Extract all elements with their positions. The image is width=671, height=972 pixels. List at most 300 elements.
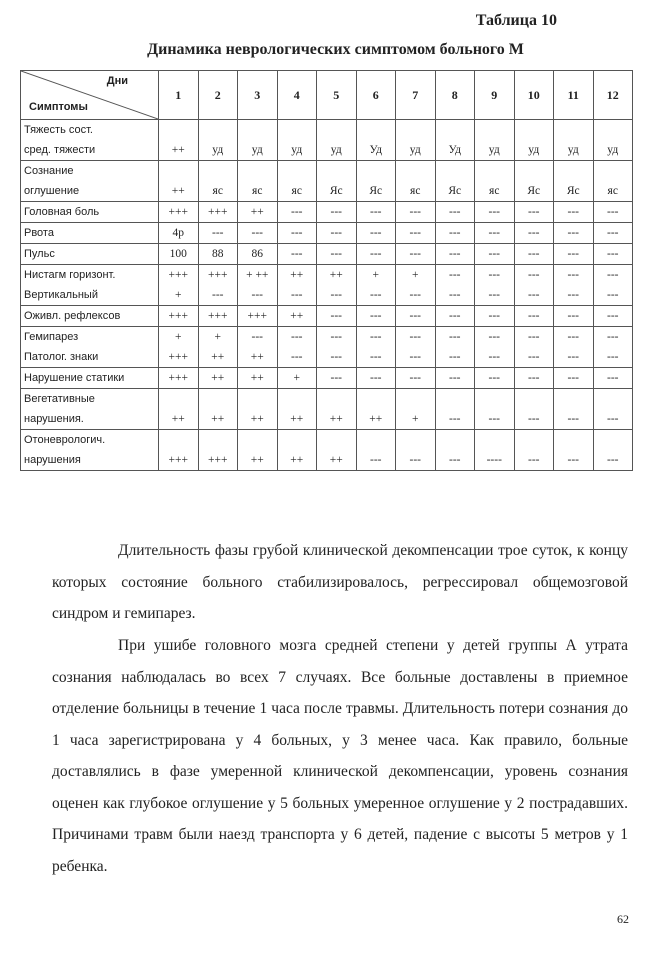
symptom-value: --- <box>528 372 540 384</box>
symptom-value: ++ <box>250 413 264 425</box>
symptom-name: Гемипарез <box>24 331 79 343</box>
symptom-value: --- <box>607 269 619 281</box>
symptoms-label: Симптомы <box>29 101 88 113</box>
symptom-value: ++ <box>171 144 185 156</box>
symptom-value: --- <box>370 227 382 239</box>
symptom-value <box>162 120 195 140</box>
value-cell <box>514 223 554 244</box>
value-cell <box>475 120 515 161</box>
symptom-value: +++ <box>208 206 228 218</box>
value-cell <box>277 244 317 265</box>
symptom-value: яс <box>607 185 618 197</box>
symptom-value: --- <box>370 206 382 218</box>
symptom-name-cell <box>21 223 159 244</box>
symptom-value: ++ <box>369 413 383 425</box>
header-corner-cell <box>21 71 159 120</box>
value-cell <box>435 265 475 306</box>
symptom-value: --- <box>449 269 461 281</box>
symptom-value <box>241 161 274 181</box>
symptom-value: + <box>214 331 221 343</box>
symptom-value: --- <box>449 206 461 218</box>
value-cell <box>593 120 633 161</box>
value-cell <box>159 430 199 471</box>
symptom-value: --- <box>528 331 540 343</box>
symptom-value: --- <box>370 372 382 384</box>
value-cell <box>475 389 515 430</box>
day-header-cell: 10 <box>514 71 554 120</box>
symptom-value: уд <box>251 144 263 156</box>
symptom-value: --- <box>212 289 224 301</box>
symptom-value: --- <box>567 227 579 239</box>
symptom-value: --- <box>409 310 421 322</box>
table-row <box>21 223 633 244</box>
value-cell <box>159 327 199 368</box>
value-cell <box>198 161 238 202</box>
symptom-value <box>597 430 630 450</box>
symptom-value: --- <box>409 331 421 343</box>
symptom-value: --- <box>567 269 579 281</box>
symptom-value: +++ <box>208 454 228 466</box>
value-cell <box>159 368 199 389</box>
value-cell <box>277 430 317 471</box>
symptom-value <box>439 430 472 450</box>
symptom-value: --- <box>449 331 461 343</box>
symptom-value <box>281 120 314 140</box>
value-cell <box>159 265 199 306</box>
symptom-value: --- <box>409 289 421 301</box>
symptom-value: ++ <box>171 413 185 425</box>
symptom-value <box>162 161 195 181</box>
symptom-value <box>597 120 630 140</box>
symptom-value <box>478 389 511 409</box>
paragraph-2-text: При ушибе головного мозга средней степени у детей группы А утрата сознания наблюдалась во всех 7 случаях. Все больные доставлены в приемное отделение больницы в течение 1 часа после травмы. Длительность потери сознания до 1 часа зарегистрирована у 4 больных, у 3 менее часа. Как правило, больные доставлялись в фазе умеренной клинической декомпенсации, уровень сознания оценен как глубокое оглушение у 5 больных умеренное оглушение у 2 пострадавших. Причинами травм были наезд транспорта у 6 детей, падение с высоты 5 метров у 1 ребенка. <box>52 637 628 875</box>
day-header-cell: 6 <box>356 71 396 120</box>
symptom-value: --- <box>330 227 342 239</box>
symptom-value <box>241 120 274 140</box>
value-cell <box>238 430 278 471</box>
symptom-value <box>241 430 274 450</box>
symptom-value: --- <box>607 248 619 260</box>
symptoms-table <box>20 70 633 471</box>
value-cell <box>514 161 554 202</box>
value-cell <box>238 327 278 368</box>
symptom-value <box>162 389 195 409</box>
symptom-value: ++ <box>329 269 343 281</box>
symptom-value: уд <box>330 144 342 156</box>
value-cell <box>277 368 317 389</box>
value-cell <box>514 306 554 327</box>
value-cell <box>238 306 278 327</box>
value-cell <box>514 327 554 368</box>
symptom-value: --- <box>330 331 342 343</box>
symptom-name: Патолог. знаки <box>24 351 99 363</box>
symptom-name-cell <box>21 120 159 161</box>
value-cell <box>356 265 396 306</box>
value-cell <box>317 120 357 161</box>
symptom-value: --- <box>567 289 579 301</box>
symptom-value <box>202 389 235 409</box>
value-cell <box>277 161 317 202</box>
symptom-value: --- <box>607 454 619 466</box>
value-cell <box>396 244 436 265</box>
symptom-value: +++ <box>168 269 188 281</box>
value-cell <box>356 306 396 327</box>
value-cell <box>238 223 278 244</box>
symptom-value: --- <box>291 351 303 363</box>
symptom-value: --- <box>409 248 421 260</box>
symptom-value: --- <box>330 351 342 363</box>
symptom-value: --- <box>449 227 461 239</box>
value-cell <box>159 389 199 430</box>
symptom-value <box>281 389 314 409</box>
symptom-value <box>320 430 353 450</box>
value-cell <box>396 389 436 430</box>
table-row <box>21 368 633 389</box>
symptom-value <box>478 430 511 450</box>
symptom-value: --- <box>607 413 619 425</box>
symptom-name-cell <box>21 389 159 430</box>
value-cell <box>435 202 475 223</box>
symptom-value: + <box>175 289 182 301</box>
symptom-value <box>202 161 235 181</box>
value-cell <box>317 223 357 244</box>
symptom-value <box>399 120 432 140</box>
value-cell <box>435 430 475 471</box>
table-row <box>21 306 633 327</box>
symptom-name-cell <box>21 368 159 389</box>
symptom-value: яс <box>252 185 263 197</box>
value-cell <box>356 389 396 430</box>
value-cell <box>238 244 278 265</box>
symptom-value: --- <box>607 206 619 218</box>
symptom-value <box>360 430 393 450</box>
symptom-value: --- <box>488 310 500 322</box>
value-cell <box>317 327 357 368</box>
symptom-value: --- <box>291 206 303 218</box>
value-cell <box>435 223 475 244</box>
symptom-name: Тяжесть сост. <box>24 124 93 136</box>
symptom-value: ++ <box>250 206 264 218</box>
symptom-value: --- <box>528 269 540 281</box>
table-header-row <box>21 71 633 120</box>
value-cell <box>435 389 475 430</box>
symptom-value: +++ <box>168 351 188 363</box>
symptom-value: --- <box>567 331 579 343</box>
value-cell <box>593 430 633 471</box>
symptom-name: Нистагм горизонт. <box>24 269 116 281</box>
symptom-value: 4р <box>172 227 184 239</box>
symptom-value: --- <box>488 331 500 343</box>
value-cell <box>238 202 278 223</box>
value-cell <box>238 389 278 430</box>
symptom-value: ++ <box>171 185 185 197</box>
symptom-value: --- <box>528 351 540 363</box>
symptom-value <box>360 389 393 409</box>
table-row <box>21 244 633 265</box>
value-cell <box>554 430 594 471</box>
symptom-value: --- <box>449 351 461 363</box>
value-cell <box>159 161 199 202</box>
symptom-value: 88 <box>212 248 224 260</box>
value-cell <box>238 265 278 306</box>
value-cell <box>475 368 515 389</box>
value-cell <box>514 120 554 161</box>
symptom-value: + <box>412 269 419 281</box>
symptom-value: --- <box>528 310 540 322</box>
value-cell <box>356 161 396 202</box>
symptom-value: ++ <box>250 372 264 384</box>
symptom-value: --- <box>409 227 421 239</box>
value-cell <box>198 202 238 223</box>
symptom-name: Вегетативные <box>24 393 95 405</box>
value-cell <box>277 265 317 306</box>
symptom-value: Яс <box>566 185 580 197</box>
value-cell <box>238 368 278 389</box>
value-cell <box>554 265 594 306</box>
table-body <box>21 120 633 471</box>
symptom-value: --- <box>330 372 342 384</box>
symptom-name: оглушение <box>24 185 80 197</box>
symptom-value: уд <box>607 144 619 156</box>
value-cell <box>356 244 396 265</box>
symptom-value: + <box>372 269 379 281</box>
paragraph-1 <box>52 535 628 630</box>
day-header-cell: 1 <box>159 71 199 120</box>
symptom-name-cell <box>21 265 159 306</box>
symptom-value: уд <box>567 144 579 156</box>
symptom-value: --- <box>330 206 342 218</box>
symptom-value: уд <box>409 144 421 156</box>
symptom-value: --- <box>409 206 421 218</box>
value-cell <box>198 327 238 368</box>
table-row <box>21 389 633 430</box>
symptom-value: + ++ <box>246 269 269 281</box>
symptom-value: --- <box>409 351 421 363</box>
symptom-value: --- <box>449 289 461 301</box>
value-cell <box>317 265 357 306</box>
symptom-value: --- <box>528 248 540 260</box>
symptom-name: Вертикальный <box>24 289 98 301</box>
symptom-value: +++ <box>168 206 188 218</box>
value-cell <box>159 244 199 265</box>
value-cell <box>593 223 633 244</box>
symptom-value: --- <box>291 289 303 301</box>
symptom-value: --- <box>251 331 263 343</box>
day-header-cell: 12 <box>593 71 633 120</box>
symptom-value: яс <box>489 185 500 197</box>
symptom-value <box>439 389 472 409</box>
symptom-name: Оживл. рефлексов <box>24 310 121 322</box>
symptom-value <box>241 389 274 409</box>
symptom-name: нарушения <box>24 454 81 466</box>
value-cell <box>198 430 238 471</box>
symptom-name-cell <box>21 161 159 202</box>
symptom-value: яс <box>291 185 302 197</box>
symptom-value: --- <box>488 227 500 239</box>
symptom-value: --- <box>488 269 500 281</box>
symptom-name-cell <box>21 327 159 368</box>
symptom-value: --- <box>488 413 500 425</box>
value-cell <box>435 306 475 327</box>
symptom-value: ++ <box>290 413 304 425</box>
symptom-name: нарушения. <box>24 413 84 425</box>
value-cell <box>317 368 357 389</box>
value-cell <box>554 368 594 389</box>
table-row <box>21 120 633 161</box>
value-cell <box>317 389 357 430</box>
symptom-value <box>202 430 235 450</box>
value-cell <box>317 430 357 471</box>
value-cell <box>593 161 633 202</box>
symptom-value <box>281 430 314 450</box>
symptom-value: Яс <box>448 185 462 197</box>
symptom-value: --- <box>488 372 500 384</box>
table-row <box>21 430 633 471</box>
value-cell <box>277 389 317 430</box>
symptom-value <box>518 389 551 409</box>
value-cell <box>317 202 357 223</box>
value-cell <box>238 120 278 161</box>
value-cell <box>317 244 357 265</box>
value-cell <box>159 120 199 161</box>
symptom-value <box>320 389 353 409</box>
symptom-value: --- <box>607 310 619 322</box>
symptom-value: --- <box>488 248 500 260</box>
value-cell <box>475 327 515 368</box>
value-cell <box>593 368 633 389</box>
symptom-value: уд <box>528 144 540 156</box>
symptom-value: --- <box>251 227 263 239</box>
value-cell <box>475 223 515 244</box>
day-header-cell: 11 <box>554 71 594 120</box>
symptom-value: +++ <box>168 372 188 384</box>
symptom-value: --- <box>567 248 579 260</box>
symptom-value: --- <box>409 372 421 384</box>
symptom-value: --- <box>291 331 303 343</box>
symptom-value: +++ <box>168 454 188 466</box>
day-header-cell: 9 <box>475 71 515 120</box>
value-cell <box>554 306 594 327</box>
value-cell <box>593 327 633 368</box>
symptom-value <box>557 120 590 140</box>
symptom-value: --- <box>528 206 540 218</box>
symptom-value: --- <box>607 372 619 384</box>
value-cell <box>396 306 436 327</box>
value-cell <box>435 161 475 202</box>
symptom-value: --- <box>567 413 579 425</box>
symptom-value: Яс <box>329 185 343 197</box>
value-cell <box>554 389 594 430</box>
symptom-value: --- <box>567 351 579 363</box>
value-cell <box>317 306 357 327</box>
symptom-value: --- <box>370 351 382 363</box>
value-cell <box>396 161 436 202</box>
table-row <box>21 161 633 202</box>
symptom-value: --- <box>528 227 540 239</box>
value-cell <box>475 202 515 223</box>
symptom-value: ++ <box>290 454 304 466</box>
value-cell <box>356 223 396 244</box>
symptom-value <box>557 430 590 450</box>
symptom-value <box>399 430 432 450</box>
value-cell <box>356 368 396 389</box>
symptom-value <box>439 120 472 140</box>
symptom-value: --- <box>488 206 500 218</box>
value-cell <box>475 430 515 471</box>
symptom-value: ---- <box>486 454 502 466</box>
symptom-value <box>360 120 393 140</box>
value-cell <box>475 161 515 202</box>
symptom-value <box>518 430 551 450</box>
value-cell <box>238 161 278 202</box>
symptom-value: --- <box>251 289 263 301</box>
symptom-value <box>478 120 511 140</box>
symptom-value: --- <box>567 454 579 466</box>
symptom-value <box>281 161 314 181</box>
symptom-value: --- <box>370 331 382 343</box>
symptom-value: --- <box>607 351 619 363</box>
value-cell <box>593 244 633 265</box>
value-cell <box>277 327 317 368</box>
symptom-value: Уд <box>448 144 461 156</box>
value-cell <box>593 202 633 223</box>
symptom-name: Отоневрологич. <box>24 434 106 446</box>
value-cell <box>396 368 436 389</box>
value-cell <box>159 306 199 327</box>
value-cell <box>198 389 238 430</box>
symptom-value: --- <box>567 206 579 218</box>
symptom-value: --- <box>567 310 579 322</box>
symptom-value: яс <box>212 185 223 197</box>
value-cell <box>554 120 594 161</box>
value-cell <box>396 265 436 306</box>
symptom-value <box>478 161 511 181</box>
symptom-value: --- <box>607 289 619 301</box>
symptom-value: ++ <box>211 413 225 425</box>
symptom-value: уд <box>488 144 500 156</box>
value-cell <box>514 389 554 430</box>
value-cell <box>435 244 475 265</box>
value-cell <box>514 265 554 306</box>
table-row <box>21 202 633 223</box>
symptom-value <box>320 120 353 140</box>
symptom-value: --- <box>607 227 619 239</box>
symptom-value: --- <box>212 227 224 239</box>
day-header-cell: 2 <box>198 71 238 120</box>
symptom-value: +++ <box>247 310 267 322</box>
symptom-value: --- <box>449 310 461 322</box>
value-cell <box>356 430 396 471</box>
symptom-value: + <box>175 331 182 343</box>
value-cell <box>396 327 436 368</box>
value-cell <box>159 223 199 244</box>
symptom-name: Сознание <box>24 165 74 177</box>
value-cell <box>514 202 554 223</box>
symptom-value <box>557 161 590 181</box>
value-cell <box>396 430 436 471</box>
symptom-value: --- <box>488 289 500 301</box>
symptom-value <box>439 161 472 181</box>
value-cell <box>277 223 317 244</box>
value-cell <box>593 265 633 306</box>
symptom-value: +++ <box>208 310 228 322</box>
paragraph-2 <box>52 630 628 882</box>
value-cell <box>514 430 554 471</box>
page-number: 62 <box>617 912 629 926</box>
table-row <box>21 327 633 368</box>
value-cell <box>554 327 594 368</box>
symptom-value <box>597 389 630 409</box>
